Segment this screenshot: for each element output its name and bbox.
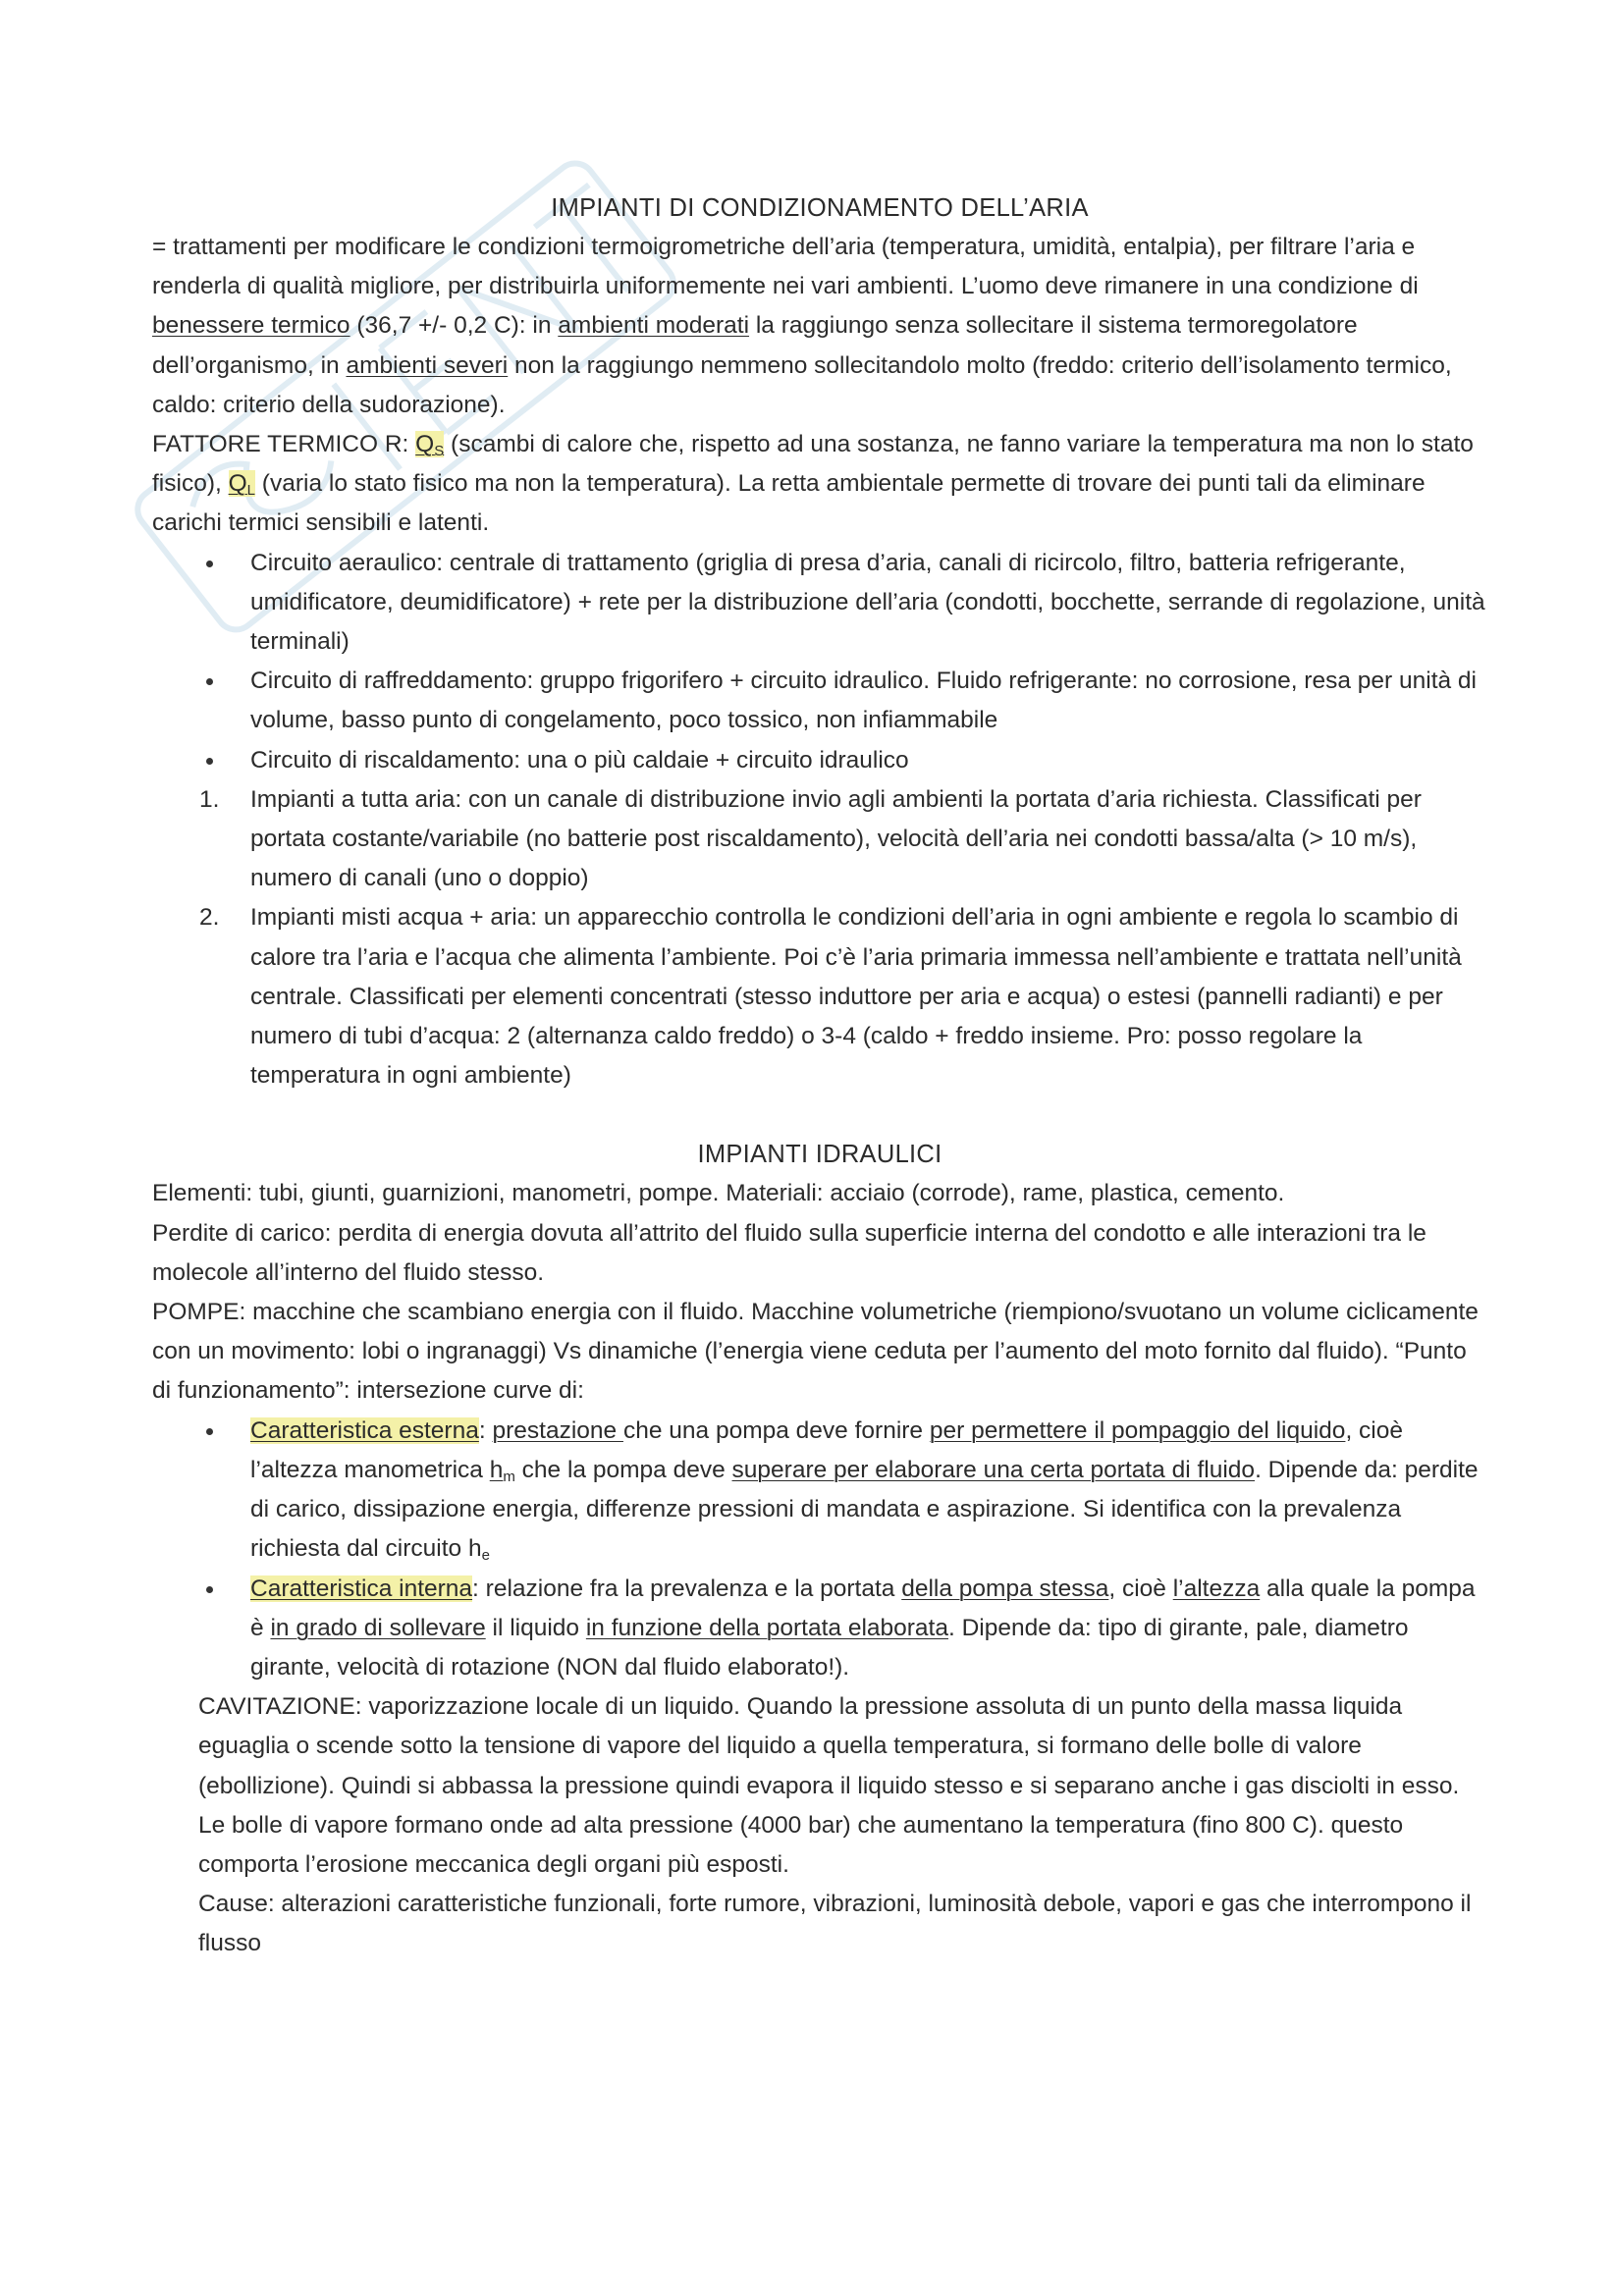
underlined-ambienti-severi: ambienti severi bbox=[346, 351, 509, 379]
cause-paragraph: Cause: alterazioni caratteristiche funzionali, forte rumore, vibrazioni, luminosità debole, vapori e gas che interrompono il flusso bbox=[198, 1891, 1472, 1957]
list-item: Caratteristica esterna: prestazione che una pompa deve fornire per permettere il pompaggio del liquido, cioè l’altezza manometrica $h_m$ che la pompa deve superare per elaborare una certa portata di fluido. Dipende da: perdite di carico, dissipazione energia, differenze pressioni di mandata e aspirazione. Si identifica con la prevalenza richiesta dal circuito $h_e$ bbox=[152, 1412, 1487, 1570]
underlined-ambienti-moderati: ambienti moderati bbox=[558, 312, 750, 340]
bullet-icon bbox=[206, 561, 213, 567]
caratteristiche-bullet-list bbox=[152, 1412, 1487, 1687]
perdite-paragraph: Perdite di carico: perdita di energia dovuta all’attrito del fluido sulla superficie interna del condotto e alle interazioni tra le molecole all’interno del fluido stesso. bbox=[152, 1219, 1427, 1286]
hm-symbol: $h_m$ bbox=[489, 1456, 515, 1485]
ql-symbol: $Q_L$ bbox=[228, 470, 255, 500]
section-title-idraulici: IMPIANTI IDRAULICI bbox=[697, 1141, 942, 1169]
fattore-termico-paragraph: FATTORE TERMICO R: $Q_S$ (scambi di calore che, rispetto ad una sostanza, ne fanno variare la temperatura ma non lo stato fisico), $Q_L$ (varia lo stato fisico ma non la temperatura). La retta ambientale permette di trovare dei punti tali da eliminare carichi termici sensibili e latenti. bbox=[152, 431, 1474, 537]
he-symbol: $h_e$ bbox=[467, 1535, 490, 1565]
bullet-icon bbox=[206, 758, 213, 765]
section-title-condizionamento: IMPIANTI DI CONDIZIONAMENTO DELL’ARIA bbox=[551, 194, 1089, 222]
impianti-numbered-list bbox=[152, 780, 1487, 1096]
underlined-benessere: benessere termico bbox=[152, 312, 350, 340]
cavitazione-paragraph: CAVITAZIONE: vaporizzazione locale di un liquido. Quando la pressione assoluta di un punto della massa liquida eguaglia o scende sotto la tensione di vapore del liquido a quella temperatura, si formano delle bolle di valore (ebollizione). Quindi si abbassa la pressione quindi evapora il liquido stesso e si separano anche i gas disciolti in esso. Le bolle di vapore formano onde ad alta pressione (4000 bar) che aumentano la temperatura (fino 800 C). questo comporta l’erosione meccanica degli organi più esposti. bbox=[198, 1693, 1460, 1878]
elementi-paragraph: Elementi: tubi, giunti, guarnizioni, manometri, pompe. Materiali: acciaio (corrode), rame, plastica, cemento. bbox=[152, 1180, 1285, 1207]
highlight-caratteristica-interna: Caratteristica interna bbox=[250, 1575, 473, 1602]
bullet-icon bbox=[206, 678, 213, 685]
list-item: Circuito aeraulico: centrale di trattamento (griglia di presa d’aria, canali di ricircolo, filtro, batteria refrigerante, umidificatore, deumidificatore) + rete per la distribuzione dell’aria (condotti, bocchette, serrande di regolazione, unità terminali) bbox=[152, 544, 1487, 663]
qs-symbol: $Q_S$ bbox=[415, 431, 445, 460]
bullet-icon bbox=[206, 1428, 213, 1435]
list-item: 1. Impianti a tutta aria: con un canale di distribuzione invio agli ambienti la portata d’aria richiesta. Classificati per portata costante/variabile (no batterie post riscaldamento), velocità dell’aria nei condotti bassa/alta (> 10 m/s), numero di canali (uno o doppio) bbox=[199, 785, 1422, 892]
intro-paragraph: = trattamenti per modificare le condizioni termoigrometriche dell’aria (temperatura, umidità, entalpia), per filtrare l’aria e renderla di qualità migliore, per distribuirla uniformemente nei vari ambienti. L’uomo deve rimanere in una condizione di benessere termico (36,7 +/- 0,2 C): in ambienti moderati la raggiungo senza sollecitare il sistema termoregolatore dell’organismo, in ambienti severi non la raggiungo nemmeno sollecitandolo molto (freddo: criterio dell’isolamento termico, caldo: criterio della sudorazione). bbox=[152, 234, 1452, 418]
highlight-caratteristica-esterna: Caratteristica esterna bbox=[250, 1416, 479, 1444]
circuit-bullet-list bbox=[152, 544, 1487, 780]
list-item: Circuito di raffreddamento: gruppo frigorifero + circuito idraulico. Fluido refrigerante: no corrosione, resa per unità di volume, basso punto di congelamento, poco tossico, non infiammabile bbox=[152, 662, 1487, 740]
bullet-icon bbox=[206, 1586, 213, 1593]
pompe-paragraph: POMPE: macchine che scambiano energia con il fluido. Macchine volumetriche (riempiono/svuotano un volume ciclicamente con un movimento: lobi o ingranaggi) Vs dinamiche (l’energia viene ceduta per l’aumento del moto fornito dal fluido). “Punto di funzionamento”: intersezione curve di: bbox=[152, 1299, 1479, 1405]
list-item: Circuito di riscaldamento: una o più caldaie + circuito idraulico bbox=[152, 741, 1487, 780]
document-page bbox=[152, 188, 1487, 1964]
list-item: 2. Impianti misti acqua + aria: un apparecchio controlla le condizioni dell’aria in ogni ambiente e regola lo scambio di calore tra l’aria e l’acqua che alimenta l’ambiente. Poi c’è l’aria primaria immessa nell’ambiente e trattata nell’unità centrale. Classificati per elementi concentrati (stesso induttore per aria e acqua) o estesi (pannelli radianti) e per numero di tubi d’acqua: 2 (alternanza caldo freddo) o 3-4 (caldo + freddo insieme. Pro: posso regolare la temperatura in ogni ambiente) bbox=[199, 904, 1462, 1090]
list-item: Caratteristica interna: relazione fra la prevalenza e la portata della pompa stessa, cioè l’altezza alla quale la pompa è in grado di sollevare il liquido in funzione della portata elaborata. Dipende da: tipo di girante, pale, diametro girante, velocità di rotazione (NON dal fluido elaborato!). bbox=[152, 1570, 1487, 1688]
